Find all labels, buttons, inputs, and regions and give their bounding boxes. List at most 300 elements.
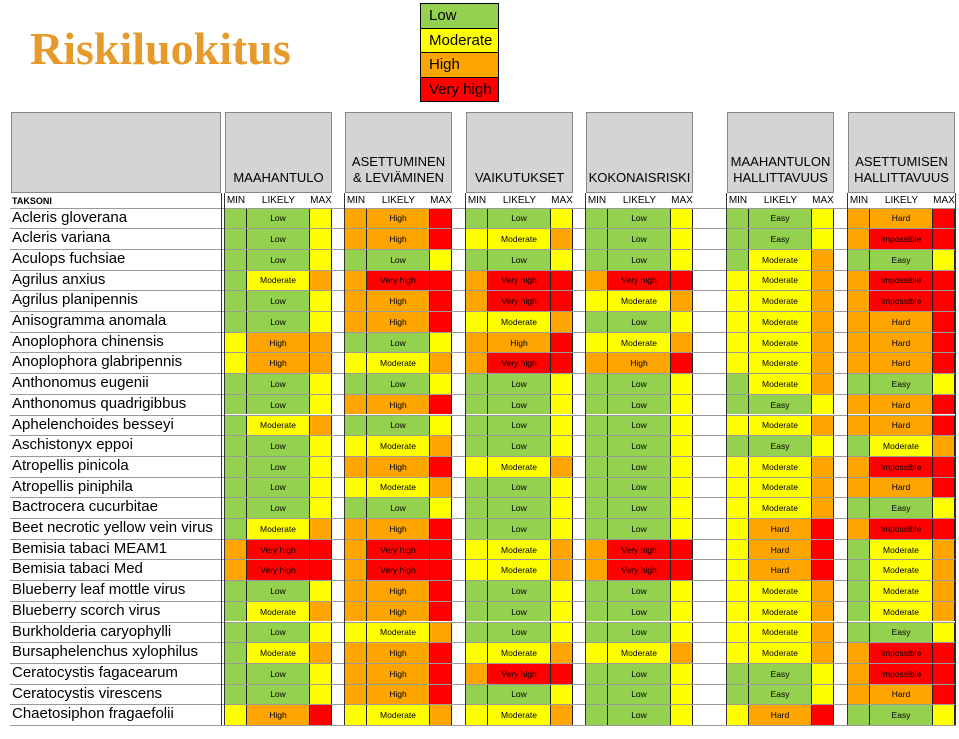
- min-cell: [586, 664, 608, 684]
- likely-cell: Low: [247, 623, 310, 643]
- min-cell: [727, 395, 749, 415]
- min-cell: [345, 374, 367, 394]
- min-cell: [848, 416, 870, 436]
- max-cell: [671, 395, 693, 415]
- max-cell: [671, 333, 693, 353]
- likely-cell: Low: [608, 374, 671, 394]
- min-cell: [586, 436, 608, 456]
- min-cell: [727, 560, 749, 580]
- max-cell: [812, 353, 834, 373]
- min-cell: [586, 519, 608, 539]
- likely-cell: Easy: [749, 664, 812, 684]
- max-cell: [551, 478, 573, 498]
- taxon-name: Aschistonyx eppoi: [12, 436, 133, 454]
- max-cell: [551, 560, 573, 580]
- likely-cell: Impossible: [870, 229, 933, 249]
- max-cell: [671, 353, 693, 373]
- min-cell: [848, 540, 870, 560]
- max-cell: [430, 581, 452, 601]
- min-cell: [466, 374, 488, 394]
- max-cell: [933, 540, 955, 560]
- max-cell: [671, 312, 693, 332]
- taxon-name: Anoplophora glabripennis: [12, 353, 183, 371]
- min-cell: [586, 560, 608, 580]
- max-cell: [933, 353, 955, 373]
- likely-cell: Very high: [608, 271, 671, 291]
- max-cell: [812, 250, 834, 270]
- max-cell: [933, 623, 955, 643]
- min-cell: [225, 498, 247, 518]
- likely-cell: Low: [608, 395, 671, 415]
- min-cell: [848, 705, 870, 725]
- likely-cell: High: [247, 353, 310, 373]
- likely-cell: Moderate: [367, 705, 430, 725]
- likely-cell: Low: [247, 685, 310, 705]
- min-cell: [727, 623, 749, 643]
- likely-cell: Moderate: [247, 271, 310, 291]
- min-cell: [225, 209, 247, 229]
- likely-cell: Moderate: [749, 374, 812, 394]
- likely-cell: Easy: [870, 374, 933, 394]
- likely-cell: Low: [608, 416, 671, 436]
- taxon-name: Agrilus planipennis: [12, 291, 138, 309]
- likely-cell: Moderate: [488, 705, 551, 725]
- max-cell: [551, 395, 573, 415]
- min-cell: [586, 685, 608, 705]
- max-cell: [812, 685, 834, 705]
- max-cell: [310, 395, 332, 415]
- min-cell: [225, 416, 247, 436]
- min-cell: [345, 498, 367, 518]
- taxon-name: Blueberry leaf mottle virus: [12, 581, 186, 599]
- min-cell: [586, 312, 608, 332]
- min-cell: [848, 519, 870, 539]
- min-cell: [466, 643, 488, 663]
- min-cell: [466, 498, 488, 518]
- min-cell: [727, 416, 749, 436]
- likely-cell: Easy: [870, 498, 933, 518]
- min-cell: [848, 685, 870, 705]
- max-cell: [812, 312, 834, 332]
- sub-header: MIN: [728, 195, 748, 206]
- min-cell: [225, 333, 247, 353]
- likely-cell: Impossible: [870, 643, 933, 663]
- likely-cell: Moderate: [608, 643, 671, 663]
- max-cell: [933, 457, 955, 477]
- group-header: ASETTUMISEN HALLITTAVUUS: [848, 112, 955, 193]
- likely-cell: Impossible: [870, 271, 933, 291]
- likely-cell: Low: [247, 664, 310, 684]
- max-cell: [933, 271, 955, 291]
- min-cell: [848, 374, 870, 394]
- min-cell: [848, 457, 870, 477]
- likely-cell: Moderate: [749, 643, 812, 663]
- likely-cell: Hard: [749, 519, 812, 539]
- min-cell: [225, 374, 247, 394]
- legend-item: High: [421, 53, 498, 78]
- max-cell: [310, 602, 332, 622]
- max-cell: [551, 333, 573, 353]
- max-cell: [671, 643, 693, 663]
- likely-cell: Low: [488, 436, 551, 456]
- max-cell: [671, 623, 693, 643]
- likely-cell: Very high: [488, 353, 551, 373]
- min-cell: [727, 457, 749, 477]
- min-cell: [466, 602, 488, 622]
- column-divider: [585, 193, 586, 725]
- likely-cell: Low: [247, 498, 310, 518]
- max-cell: [933, 602, 955, 622]
- min-cell: [848, 291, 870, 311]
- min-cell: [848, 643, 870, 663]
- max-cell: [933, 436, 955, 456]
- max-cell: [671, 560, 693, 580]
- min-cell: [466, 478, 488, 498]
- taxon-name: Bactrocera cucurbitae: [12, 498, 158, 516]
- max-cell: [933, 312, 955, 332]
- min-cell: [727, 374, 749, 394]
- max-cell: [812, 540, 834, 560]
- max-cell: [812, 291, 834, 311]
- taxon-name: Chaetosiphon fragaefolii: [12, 705, 174, 723]
- min-cell: [848, 498, 870, 518]
- group-header: VAIKUTUKSET: [466, 112, 573, 193]
- max-cell: [671, 664, 693, 684]
- max-cell: [551, 623, 573, 643]
- likely-cell: High: [488, 333, 551, 353]
- max-cell: [933, 560, 955, 580]
- likely-cell: Low: [247, 457, 310, 477]
- max-cell: [551, 540, 573, 560]
- min-cell: [345, 457, 367, 477]
- likely-cell: Very high: [247, 560, 310, 580]
- likely-cell: High: [608, 353, 671, 373]
- likely-cell: Moderate: [367, 623, 430, 643]
- column-divider: [224, 193, 225, 725]
- max-cell: [310, 250, 332, 270]
- likely-cell: Low: [608, 436, 671, 456]
- min-cell: [848, 478, 870, 498]
- max-cell: [933, 416, 955, 436]
- max-cell: [430, 540, 452, 560]
- likely-cell: Low: [608, 705, 671, 725]
- min-cell: [225, 271, 247, 291]
- likely-cell: Moderate: [870, 560, 933, 580]
- max-cell: [430, 291, 452, 311]
- likely-cell: Hard: [749, 705, 812, 725]
- likely-cell: Very high: [608, 540, 671, 560]
- likely-cell: Low: [608, 581, 671, 601]
- max-cell: [430, 250, 452, 270]
- max-cell: [551, 602, 573, 622]
- min-cell: [848, 209, 870, 229]
- max-cell: [933, 209, 955, 229]
- max-cell: [933, 498, 955, 518]
- max-cell: [430, 333, 452, 353]
- likely-cell: Very high: [488, 291, 551, 311]
- likely-cell: Low: [247, 478, 310, 498]
- max-cell: [551, 250, 573, 270]
- min-cell: [345, 436, 367, 456]
- max-cell: [812, 478, 834, 498]
- likely-cell: Low: [488, 478, 551, 498]
- max-cell: [430, 560, 452, 580]
- max-cell: [933, 581, 955, 601]
- likely-cell: Easy: [870, 250, 933, 270]
- sub-header: MIN: [587, 195, 607, 206]
- likely-cell: Moderate: [247, 643, 310, 663]
- likely-cell: Low: [608, 623, 671, 643]
- likely-cell: Moderate: [749, 478, 812, 498]
- max-cell: [812, 623, 834, 643]
- min-cell: [345, 250, 367, 270]
- min-cell: [225, 705, 247, 725]
- min-cell: [727, 291, 749, 311]
- min-cell: [345, 643, 367, 663]
- max-cell: [933, 685, 955, 705]
- group-header: MAAHANTULON HALLITTAVUUS: [727, 112, 834, 193]
- row-divider: [10, 725, 956, 726]
- likely-cell: Very high: [367, 560, 430, 580]
- max-cell: [430, 643, 452, 663]
- max-cell: [812, 581, 834, 601]
- likely-cell: Moderate: [488, 560, 551, 580]
- min-cell: [225, 602, 247, 622]
- max-cell: [933, 374, 955, 394]
- max-cell: [430, 705, 452, 725]
- likely-cell: Low: [247, 395, 310, 415]
- sub-header: MIN: [849, 195, 869, 206]
- min-cell: [466, 291, 488, 311]
- min-cell: [848, 250, 870, 270]
- max-cell: [551, 457, 573, 477]
- likely-cell: Moderate: [488, 229, 551, 249]
- likely-cell: Easy: [749, 685, 812, 705]
- likely-cell: High: [367, 312, 430, 332]
- min-cell: [225, 250, 247, 270]
- likely-cell: Low: [488, 581, 551, 601]
- min-cell: [225, 540, 247, 560]
- max-cell: [551, 416, 573, 436]
- max-cell: [551, 229, 573, 249]
- legend-item: Low: [421, 4, 498, 29]
- max-cell: [551, 291, 573, 311]
- max-cell: [671, 250, 693, 270]
- min-cell: [848, 436, 870, 456]
- likely-cell: Moderate: [488, 643, 551, 663]
- max-cell: [812, 374, 834, 394]
- max-cell: [812, 602, 834, 622]
- max-cell: [551, 643, 573, 663]
- sub-header: MIN: [226, 195, 246, 206]
- max-cell: [812, 271, 834, 291]
- min-cell: [727, 271, 749, 291]
- column-divider: [847, 193, 848, 725]
- max-cell: [551, 581, 573, 601]
- likely-cell: Low: [247, 291, 310, 311]
- max-cell: [430, 271, 452, 291]
- min-cell: [586, 643, 608, 663]
- likely-cell: Low: [488, 395, 551, 415]
- max-cell: [671, 457, 693, 477]
- likely-cell: Low: [608, 209, 671, 229]
- max-cell: [551, 519, 573, 539]
- max-cell: [671, 416, 693, 436]
- max-cell: [430, 436, 452, 456]
- max-cell: [933, 519, 955, 539]
- likely-cell: Hard: [870, 395, 933, 415]
- likely-cell: Low: [488, 685, 551, 705]
- max-cell: [551, 353, 573, 373]
- min-cell: [848, 581, 870, 601]
- max-cell: [310, 333, 332, 353]
- min-cell: [586, 374, 608, 394]
- likely-cell: Easy: [749, 436, 812, 456]
- likely-cell: Easy: [749, 229, 812, 249]
- likely-cell: Low: [367, 333, 430, 353]
- likely-cell: Low: [488, 374, 551, 394]
- min-cell: [586, 416, 608, 436]
- min-cell: [466, 209, 488, 229]
- likely-cell: High: [367, 685, 430, 705]
- min-cell: [466, 623, 488, 643]
- max-cell: [430, 498, 452, 518]
- min-cell: [345, 333, 367, 353]
- sub-header: MIN: [467, 195, 487, 206]
- max-cell: [310, 271, 332, 291]
- max-cell: [310, 705, 332, 725]
- likely-cell: High: [367, 664, 430, 684]
- min-cell: [727, 436, 749, 456]
- likely-cell: Low: [608, 498, 671, 518]
- min-cell: [225, 229, 247, 249]
- max-cell: [430, 664, 452, 684]
- min-cell: [345, 478, 367, 498]
- likely-cell: Hard: [870, 333, 933, 353]
- min-cell: [727, 209, 749, 229]
- taxon-name: Ceratocystis fagacearum: [12, 663, 178, 681]
- max-cell: [671, 540, 693, 560]
- sub-header: MAX: [812, 195, 834, 206]
- min-cell: [225, 519, 247, 539]
- max-cell: [430, 478, 452, 498]
- min-cell: [345, 312, 367, 332]
- taxon-name: Aculops fuchsiae: [12, 249, 126, 267]
- max-cell: [310, 416, 332, 436]
- min-cell: [466, 540, 488, 560]
- max-cell: [430, 602, 452, 622]
- column-divider: [465, 193, 466, 725]
- likely-cell: Low: [488, 602, 551, 622]
- taxon-name: Bemisia tabaci Med: [12, 560, 143, 578]
- likely-cell: Impossible: [870, 291, 933, 311]
- sub-header: MAX: [430, 195, 452, 206]
- min-cell: [586, 623, 608, 643]
- max-cell: [812, 457, 834, 477]
- max-cell: [812, 643, 834, 663]
- min-cell: [586, 457, 608, 477]
- likely-cell: High: [247, 705, 310, 725]
- likely-cell: Hard: [749, 560, 812, 580]
- max-cell: [310, 229, 332, 249]
- likely-cell: Hard: [870, 416, 933, 436]
- max-cell: [933, 333, 955, 353]
- max-cell: [812, 498, 834, 518]
- likely-cell: Hard: [870, 209, 933, 229]
- likely-cell: High: [367, 229, 430, 249]
- likely-cell: Easy: [870, 705, 933, 725]
- max-cell: [671, 685, 693, 705]
- min-cell: [466, 333, 488, 353]
- likely-cell: Hard: [870, 685, 933, 705]
- max-cell: [430, 353, 452, 373]
- taxon-name: Ceratocystis virescens: [12, 684, 163, 702]
- min-cell: [466, 457, 488, 477]
- likely-cell: Low: [367, 498, 430, 518]
- min-cell: [727, 312, 749, 332]
- likely-cell: Easy: [749, 209, 812, 229]
- max-cell: [310, 478, 332, 498]
- max-cell: [933, 705, 955, 725]
- min-cell: [466, 250, 488, 270]
- likely-cell: Moderate: [749, 581, 812, 601]
- max-cell: [933, 643, 955, 663]
- sub-header: LIKELY: [261, 195, 296, 206]
- likely-cell: Moderate: [488, 540, 551, 560]
- likely-cell: Low: [367, 250, 430, 270]
- min-cell: [727, 685, 749, 705]
- min-cell: [848, 560, 870, 580]
- min-cell: [586, 271, 608, 291]
- likely-cell: High: [367, 519, 430, 539]
- likely-cell: High: [247, 333, 310, 353]
- min-cell: [345, 395, 367, 415]
- min-cell: [727, 498, 749, 518]
- likely-cell: Moderate: [870, 436, 933, 456]
- max-cell: [671, 271, 693, 291]
- min-cell: [225, 353, 247, 373]
- likely-cell: Low: [608, 478, 671, 498]
- likely-cell: Moderate: [749, 312, 812, 332]
- likely-cell: Impossible: [870, 457, 933, 477]
- max-cell: [551, 498, 573, 518]
- taxon-name: Beet necrotic yellow vein virus: [12, 519, 213, 536]
- min-cell: [466, 519, 488, 539]
- likely-cell: Moderate: [367, 478, 430, 498]
- max-cell: [551, 209, 573, 229]
- max-cell: [812, 560, 834, 580]
- min-cell: [345, 560, 367, 580]
- taxon-name: Atropellis piniphila: [12, 477, 133, 495]
- max-cell: [310, 498, 332, 518]
- likely-cell: Hard: [870, 353, 933, 373]
- min-cell: [345, 271, 367, 291]
- likely-cell: High: [367, 602, 430, 622]
- min-cell: [345, 581, 367, 601]
- likely-cell: Moderate: [749, 291, 812, 311]
- sub-header: MAX: [933, 195, 955, 206]
- sub-header: MAX: [671, 195, 693, 206]
- min-cell: [345, 291, 367, 311]
- min-cell: [345, 416, 367, 436]
- max-cell: [310, 209, 332, 229]
- min-cell: [586, 581, 608, 601]
- likely-cell: High: [367, 209, 430, 229]
- max-cell: [310, 623, 332, 643]
- max-cell: [933, 291, 955, 311]
- max-cell: [430, 374, 452, 394]
- likely-cell: Low: [247, 250, 310, 270]
